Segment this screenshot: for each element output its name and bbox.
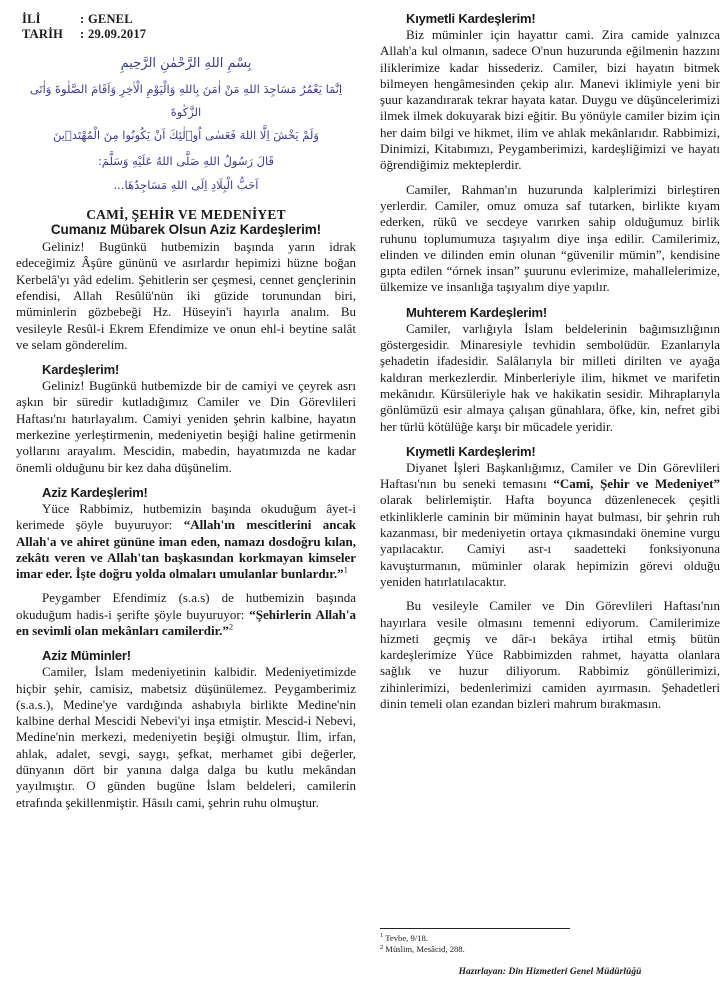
meta-separator-province: : [80, 12, 85, 26]
paragraph-closing-prayer: Bu vesileyle Camiler ve Din Görevlileri Haftası'nın hayırlara vesile olmasını temenni ediyorum. Camilerimize hizmeti geçmiş ve dâr-ı bekâya irtihal etmiş bütün kardeşlerimize Yüce Rabbimizden rahmet, hayatta olanlara sağlık ve huzur diliyorum. Rabbimiz gönüllerimizi, zihinlerimizi, bedenlerimizi camiden ayırmasın. Şehadetleri dinin temeli olan ezandan bizleri mahrum bırakmasın. [380, 598, 720, 711]
province-label: İLİ [22, 12, 41, 26]
page-title: CAMİ, ŞEHİR VE MEDENİYET [86, 207, 286, 223]
paragraph-symbols: Camiler, varlığıyla İslam beldelerinin bağımsızlığının göstergesidir. Minaresiyle tevhidin sembolüdür. Ezanlarıyla şehadetin ifadesidir. Salâlarıyla bir milleti dirilten ve ayağa kaldıran merkezlerdir. Minberleriyle ilim, hikmet ve marifetin mekânıdır. Kürsüleriyle hak ve hakikatin sesidir. Mihraplarıyla gönlümüzü esir almaya çalışan günahlara, öfke, kin, nefret gibi her türlü kötülüğe karşı bir mücadele yeridir. [380, 320, 720, 434]
paragraph-ayah-quote [16, 501, 356, 582]
hadith-quote-intro: Peygamber Efendimiz (s.a.s) de hutbemizin başında okuduğum hadis-i şerifte şöyle buyuruyor: [16, 590, 356, 622]
footnote-divider [380, 928, 570, 929]
scripture-block [16, 52, 356, 197]
theme-outro: olarak belirlemiştir. Hafta boyunca düzenlenecek çeşitli etkinliklerle caminin bir müminin hayat bulması, bir şehrin ruh kazanması, bir medeniyetin ortaya çıkmasındaki önemine vurgu yapılacaktır. Camiyi asr-ı saadetteki fonksiyonuna kavuşturmanın, müminler olarak hepimizin görevi olduğu yeniden hatırlatılacaktır. [380, 492, 720, 589]
paragraph-theme [380, 460, 720, 590]
hadith-text: اَحَبُّ الْبِلَادِ اِلَى اللهِ مَسَاجِدُهَا... [113, 178, 259, 193]
paragraph-unity: Camiler, Rahman'ın huzurunda kalplerimizi birleştiren yerlerdir. Camiler, omuz omuza saf tutarken, birlikte kıyam ederken, rükû ve secdeye varırken sahip olduğumuz birlik ruhunu toplumumuza taşıyalım diye inşa edilir. Camilerimiz, elinden ve dilinden emin olunan “güvenilir mümin”, kendisine gıpta edilen “órnek insan” şuurunu evlerimize, mahallelerimize, ülkemize ve insanlığa taşıyalım diye yapılır. [380, 181, 720, 295]
paragraph-mosque-is-life: Biz müminler için hayattır cami. Zira camide yalnızca Allah'a kul olmanın, sadece O'nun huzurunda eğilmenin hazzını iliklerimize kadar hissederiz. Camiler, bizi hayatın bitmek bilmeyen hengâmesinden çekip alır. Manevi iklimiyle yeni bir şuur kazandırarak tekrar hayata katar. Duygu ve düşüncelerimizi ilmek ilmek dokuyarak bizi eğitir. Bu yönüyle camiler bizim için her daim bilgi ve hikmet, ilim ve ahlak mekânlarıdır. Rabbimizi, Dinimizi, Kitabımızı, Peygamberimizi, kardeşliğimizi ve hayatı öğrendiğimiz mekteplerdir. [380, 27, 720, 173]
heading-kiymetli-kardeslerim-2: Kıymetli Kardeşlerim! [406, 443, 536, 459]
footnote-text: Tevbe, 9/18. [385, 933, 428, 943]
ayah-line-2: وَلَمْ يَخْشَ اِلَّا اللهَ فَعَسٰى اُو۬لٰئِكَ اَنْ يَكُونُوا مِنَ الْمُهْتَدٖينَ [53, 128, 319, 143]
date-value: 29.09.2017 [88, 27, 147, 41]
left-column [16, 0, 356, 811]
footnote-text: Müslim, Mesâcid, 288. [385, 944, 465, 955]
theme-intro: Diyanet İşleri Başkanlığımız, Camiler ve Din Görevlileri Haftası'nın bu seneki temasını [380, 459, 720, 492]
hadith-quote-text: “Şehirlerin Allah'a en sevimli olan mekânları camilerdir.” [16, 606, 357, 638]
ayah-quote-text: “Allah'ın mescitlerini ancak Allah'a ve ahiret gününe iman eden, namazı dosdoğru kılan, zekâtı veren ve Allah'tan başkasından korkmayan kimseler imar eder. İşte doğru yolda olmaları umulanlar bunlardır.” [16, 517, 357, 582]
hadith-intro-text: قَالَ رَسُولُ اللهِ صَلَّى اللهُ عَلَيْهِ وَسَلَّمَ: [97, 154, 275, 169]
paragraph-mosque-week: Geliniz! Bugünkü hutbemizde bir de camiyi ve çeyrek asrı aşkın bir süredir kutladığımız Camiler ve Din Görevlileri Haftası'nı hatırlayalım. Camiyi yeniden şehrin kalbine, hayatın merkezine yerleştirmenin, medeniyetin beşiği haline getirmenin yollarını arayalım. Mescidin, mabedin, hayatımızda ne kadar önemli olduğunu bir kez daha düşünelim. [16, 378, 356, 475]
heading-kardeslerim: Kardeşlerim! [42, 362, 120, 378]
footnote-ref-2: 2 [228, 621, 234, 632]
footnote-ref-1: 1 [343, 564, 348, 575]
theme-title: “Cami, Şehir ve Medeniyet” [553, 476, 720, 492]
footnote-item [380, 944, 720, 955]
right-column [380, 0, 720, 720]
heading-aziz-muminler: Aziz Müminler! [42, 648, 131, 664]
ayah-quote-intro: Yüce Rabbimiz, hutbemizin başında okuduğum âyet-i kerimede şöyle buyuruyor: [16, 500, 356, 533]
province-value: GENEL [88, 12, 133, 26]
paragraph-intro: Geliniz! Bugünkü hutbemizin başında yarın idrak edeceğimiz Âşûre gününü ve asırlardır hepimizi hüzne boğan Kerbelâ'yı yâd edelim. Şehitlerin ser çeşmesi, cennet gençlerinin efendisi, Allah Resûlü'nün iki güzide torunundan biri, müminlerin gözbebeği Hz. Hüseyin'i hayırla analım. Bu vesileyle Resûl-i Ekrem Efendimize ve onun ehl-i beytine salât ve selam gönderelim. [16, 239, 356, 352]
footnotes-block [380, 928, 720, 977]
meta-separator-date: : [80, 27, 85, 41]
heading-aziz-kardeslerim: Aziz Kardeşlerim! [42, 484, 148, 500]
footnote-marker: 1 [380, 932, 384, 940]
heading-kiymetli-kardeslerim-1: Kıymetli Kardeşlerim! [406, 11, 536, 26]
date-label: TARİH [22, 27, 64, 41]
ayah-line-1: اِنَّمَا يَعْمُرُ مَسَاجِدَ اللهِ مَنْ اٰمَنَ بِاللهِ وَالْيَوْمِ الْاٰخِرِ وَاَقَامَ الصَّلٰوةَ وَاٰتَى الزَّكٰوةَ [29, 82, 343, 120]
heading-muhterem-kardeslerim: Muhterem Kardeşlerim! [406, 304, 548, 320]
footnote-item [380, 933, 720, 944]
basmala-text: بِسْمِ اللهِ الرَّحْمٰنِ الرَّحِيمِ [120, 56, 252, 71]
footnote-marker: 2 [380, 943, 384, 951]
preparer-credit: Hazırlayan: Din Hizmetleri Genel Müdürlüğü [458, 966, 642, 977]
page-subtitle: Cumanız Mübarek Olsun Aziz Kardeşlerim! [50, 222, 322, 238]
paragraph-heart-of-civilization: Camiler, İslam medeniyetinin kalbidir. Medeniyetimizde hiçbir şehir, camisiz, mabetsiz düşünülemez. Peygamberimiz (s.a.s.), Medine'ye vardığında ashabıyla birlikte Medine'nin kalbine derhal Mescidi Nebevi'yi inşa etmiştir. Mescid-i Nebevi, Medine'nin merkezi, medeniyetin beşiği olmuştur. İlim, irfan, ahlak, adalet, sevgi, saygı, şefkat, merhamet gibi değerler, dünyanın dört bir yanına dalga dalga bu kutlu mekândan yayılmıştır. O günden bugüne İslam beldeleri, camilerin etrafında şekillenmiştir. Hâsılı cami, şehrin ruhu olmuştur. [16, 664, 356, 810]
paragraph-hadith-quote [16, 590, 356, 639]
